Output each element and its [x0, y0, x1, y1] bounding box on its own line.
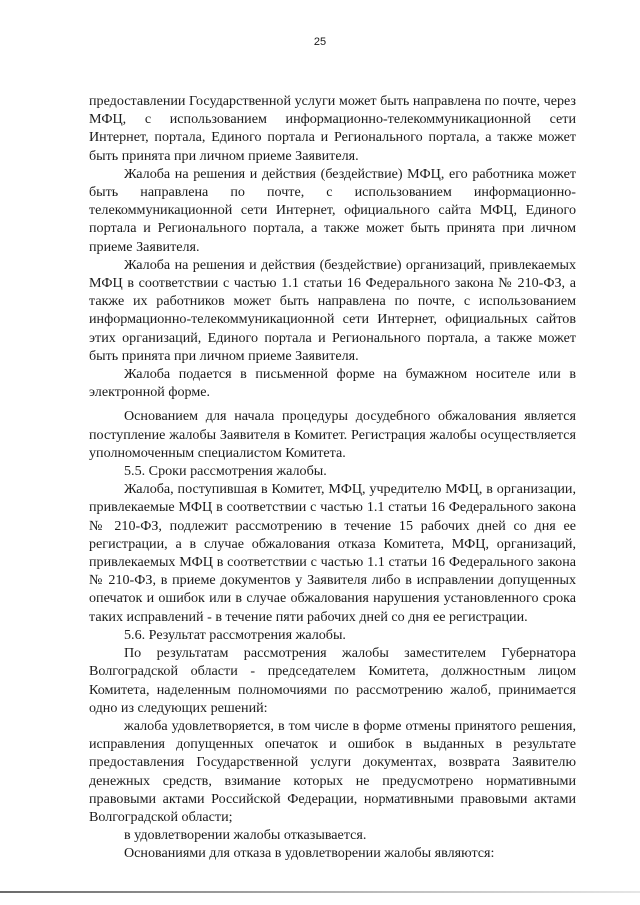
paragraph-7: Жалоба, поступившая в Комитет, МФЦ, учредителю МФЦ, в организации, привлекаемые МФЦ в соответствии с частью 1.1 статьи 16 Федерального закона № 210-ФЗ, подлежит рассмотрению в течение 15 рабочих дней со дня ее регистрации, а в случае обжалования отказа Комитета, МФЦ, организаций, привлекаемых МФЦ в соответствии с частью 1.1 статьи 16 Федерального закона № 210-ФЗ, в приеме документов у Заявителя либо в исправлении допущенных опечаток и ошибок или в случае обжалования нарушения установленного срока таких исправлений - в течение пяти рабочих дней со дня ее регистрации.: [89, 481, 576, 625]
paragraph-9: По результатам рассмотрения жалобы заместителем Губернатора Волгоградской области - председателем Комитета, должностным лицом Комитета, наделенным полномочиями по рассмотрению жалоб, принимается одно из следующих решений:: [89, 645, 576, 716]
paragraph-5: Основанием для начала процедуры досудебного обжалования является поступление жалобы Заявителя в Комитет. Регистрация жалобы осуществляется уполномоченным специалистом Комитета.: [89, 408, 576, 461]
section-heading-5-6: 5.6. Результат рассмотрения жалобы.: [124, 626, 346, 643]
decision-option-1: жалоба удовлетворяется, в том числе в форме отмены принятого решения, исправления допущенных опечаток и ошибок в выданных в результате предоставления Государственной услуги документах, возврата Заявителю денежных средств, взимание которых не предусмотрено нормативными правовыми актами Российской Федерации, нормативными правовыми актами Волгоградской области;: [89, 717, 576, 825]
paragraph-2: Жалоба на решения и действия (бездействие) МФЦ, его работника может быть направлена по почте, с использованием информационно-телекоммуникационной сети Интернет, официального сайта МФЦ, Единого портала и Регионального портала, а также может быть принята при личном приеме Заявителя.: [89, 165, 576, 255]
paragraph-4: Жалоба подается в письменной форме на бумажном носителе или в электронной форме.: [89, 366, 576, 401]
decision-option-2: в удовлетворении жалобы отказывается.: [124, 827, 367, 844]
scan-edge-line: [0, 891, 640, 893]
paragraph-12: Основаниями для отказа в удовлетворении жалобы являются:: [124, 845, 495, 862]
paragraph-3: Жалоба на решения и действия (бездействие) организаций, привлекаемых МФЦ в соответствии с частью 1.1 статьи 16 Федерального закона № 210-ФЗ, а также их работников может быть направлена по почте, с использованием информационно-телекоммуникационной сети Интернет, официальных сайтов этих организаций, Единого портала и Регионального портала, а также может быть принята при личном приеме Заявителя.: [89, 256, 576, 364]
document-body: [89, 92, 576, 863]
paragraph-1: предоставлении Государственной услуги может быть направлена по почте, через МФЦ, с использованием информационно-телекоммуникационной сети Интернет, портала, Единого портала и Регионального портала, а также может быть принята при личном приеме Заявителя.: [89, 93, 576, 164]
page-number: 25: [313, 36, 327, 48]
section-heading-5-5: 5.5. Сроки рассмотрения жалобы.: [124, 463, 327, 480]
